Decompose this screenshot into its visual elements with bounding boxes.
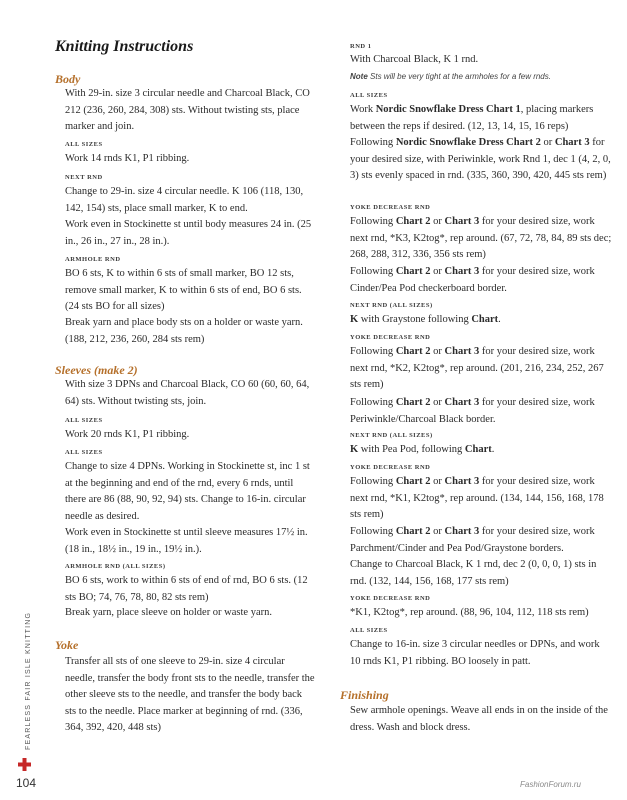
right-para-13: *K1, K2tog*, rep around. (88, 96, 104, 112, 118 sts rem) [350, 607, 589, 618]
body-label-2: NEXT RND [65, 174, 103, 181]
yoke-para-1: Transfer all sts of one sleeve to 29-in. size 4 circular needle, transfer the body front sts to the needle, transfer the other sleeve sts to the needle, and transfer the body back sts to the needle. Place marker at beginning of rnd. (336, 364, 392, 420, 448 sts) [65, 656, 315, 733]
right-label-8: YOKE DECREASE RND [350, 595, 431, 602]
book-title-sidebar: FEARLESS FAIR ISLE KNITTING [25, 611, 32, 750]
sleeves-para-2: Work 20 rnds K1, P1 ribbing. [65, 429, 190, 440]
right-label-9: ALL SIZES [350, 627, 388, 634]
sleeves-para-1: With size 3 DPNs and Charcoal Black, CO 60 (60, 60, 64, 64) sts. Without twisting sts, join. [65, 379, 310, 407]
body-label-3: ARMHOLE RND [65, 256, 121, 263]
right-para-1: With Charcoal Black, K 1 rnd. [350, 54, 479, 65]
page-title: Knitting Instructions [55, 38, 194, 55]
right-para-7: Following Chart 2 or Chart 3 for your desired size, work next rnd, *K2, K2tog*, rep around. (201, 216, 234, 252, 267 sts rem) [350, 346, 604, 390]
right-para-2: Work Nordic Snowflake Dress Chart 1, placing markers between the reps if desired. (12, 13, 14, 15, 16 reps) [350, 104, 594, 132]
watermark: FashionForum.ru [520, 780, 581, 789]
sleeves-para-3: Change to size 4 DPNs. Working in Stockinette st, inc 1 st at the beginning and end of the rnd, every 6 rnds, until there are 86 (88, 90, 92, 94) sts. Change to 16-in. circular needle as desired. [65, 461, 310, 522]
right-label-rnd1: RND 1 [350, 43, 372, 50]
sleeves-label-2: ALL SIZES [65, 449, 103, 456]
sleeves-para-4: Work even in Stockinette st until sleeve measures 17½ in. (18 in., 18½ in., 19 in., 19½ in.). [65, 527, 308, 555]
sleeves-label-3: ARMHOLE RND (ALL SIZES) [65, 563, 166, 570]
red-cross-icon [18, 758, 31, 771]
right-label-2: ALL SIZES [350, 92, 388, 99]
right-label-6: NEXT RND (ALL SIZES) [350, 432, 433, 439]
right-para-14: Change to 16-in. size 3 circular needles or DPNs, and work 10 rnds K1, P1 ribbing. BO loosely in patt. [350, 639, 600, 667]
body-label-1: ALL SIZES [65, 141, 103, 148]
right-para-6: K with Graystone following Chart. [350, 314, 501, 325]
finishing-para-1: Sew armhole openings. Weave all ends in on the inside of the dress. Wash and block dress. [350, 705, 608, 733]
right-para-3: Following Nordic Snowflake Dress Chart 2 or Chart 3 for your desired size, with Periwinkle, work Rnd 1, dec 1 (4, 2, 0, 3) sts evenly spaced in rnd. (335, 360, 390, 420, 445 sts rem) [350, 137, 611, 181]
body-para-3: Change to 29-in. size 4 circular needle. K 106 (118, 130, 142, 154) sts, place small marker, K to end. [65, 186, 304, 214]
right-para-11: Following Chart 2 or Chart 3 for your desired size, work Parchment/Cinder and Pea Pod/Graystone borders. [350, 526, 595, 554]
body-heading: Body [55, 72, 81, 86]
body-para-1: With 29-in. size 3 circular needle and Charcoal Black, CO 212 (236, 260, 284, 308) sts. Without twisting sts, place marker and join. [65, 88, 310, 132]
right-para-9: K with Pea Pod, following Chart. [350, 444, 495, 455]
right-para-5: Following Chart 2 or Chart 3 for your desired size, work Cinder/Pea Pod checkerboard border. [350, 266, 595, 294]
right-para-12: Change to Charcoal Black, K 1 rnd, dec 2 (0, 0, 0, 1) sts in rnd. (132, 144, 156, 168, 177 sts rem) [350, 559, 597, 587]
right-para-4: Following Chart 2 or Chart 3 for your desired size, work next rnd, *K3, K2tog*, rep around. (67, 72, 78, 84, 89 sts dec; 268, 288, 312, 336, 356 sts rem) [350, 216, 612, 260]
note: Note Sts will be very tight at the armholes for a few rnds. [350, 72, 551, 81]
sleeves-para-6: Break yarn, place sleeve on holder or waste yarn. [65, 607, 272, 618]
right-para-10: Following Chart 2 or Chart 3 for your desired size, work next rnd, *K1, K2tog*, rep around. (134, 144, 156, 168, 178 sts rem) [350, 476, 604, 520]
body-para-4: Work even in Stockinette st until body measures 24 in. (25 in., 26 in., 27 in., 28 in.). [65, 219, 312, 247]
sleeves-heading: Sleeves (make 2) [55, 363, 138, 377]
body-para-6: Break yarn and place body sts on a holder or waste yarn. (188, 212, 236, 260, 284 sts rem) [65, 317, 303, 345]
sleeves-label-1: ALL SIZES [65, 417, 103, 424]
body-para-5: BO 6 sts, K to within 6 sts of small marker, BO 12 sts, remove small marker, K to within 6 sts of end, BO 6 sts. (24 sts BO for all sizes) [65, 268, 302, 312]
right-label-3: YOKE DECREASE RND [350, 204, 431, 211]
right-para-8: Following Chart 2 or Chart 3 for your desired size, work Periwinkle/Charcoal Black border. [350, 397, 595, 425]
right-label-5: YOKE DECREASE RND [350, 334, 431, 341]
body-para-2: Work 14 rnds K1, P1 ribbing. [65, 153, 190, 164]
right-label-4: NEXT RND (ALL SIZES) [350, 302, 433, 309]
yoke-heading: Yoke [55, 638, 79, 652]
right-label-7: YOKE DECREASE RND [350, 464, 431, 471]
finishing-heading: Finishing [340, 688, 389, 702]
sleeves-para-5: BO 6 sts, work to within 6 sts of end of rnd, BO 6 sts. (12 sts BO; 74, 76, 78, 80, 82 sts rem) [65, 575, 308, 603]
page-number: 104 [16, 776, 37, 790]
